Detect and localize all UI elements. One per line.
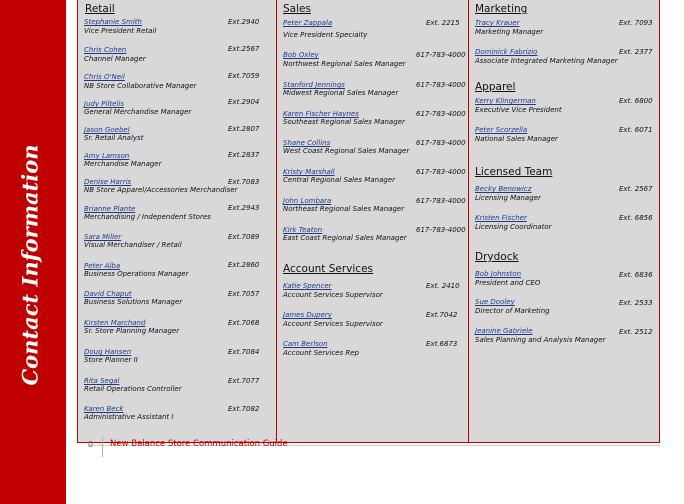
contact-title: Store Planner II: [84, 356, 138, 364]
contact-ext: Ext. 6856: [619, 214, 653, 222]
contact-ext: Ext. 6800: [619, 97, 653, 105]
contact-name[interactable]: Stephanie Smith: [84, 18, 142, 26]
contact-title: NB Store Collaborative Manager: [84, 82, 197, 90]
contact-title: Licensing Manager: [475, 194, 541, 202]
contact-ext: Ext.7082: [228, 405, 260, 413]
contact-name[interactable]: Rita Segal: [84, 377, 120, 385]
section-title-licensed-team: Licensed Team: [475, 166, 553, 178]
contact-title: Sr. Retail Analyst: [84, 134, 144, 142]
contact-title: Merchandising / Independent Stores: [84, 213, 211, 221]
contact-name[interactable]: Amy Lamson: [84, 152, 130, 160]
contact-ext: Ext.7077: [228, 377, 260, 385]
column-divider: [276, 0, 277, 443]
contact-ext: Ext. 2410: [426, 282, 460, 290]
contact-title: Vice President Specialty: [283, 31, 368, 39]
contact-ext: Ext.7057: [228, 290, 260, 298]
section-title-apparel: Apparel: [475, 81, 516, 93]
contact-name[interactable]: David Chaput: [84, 290, 132, 298]
footer-separator: [102, 437, 103, 457]
contact-title: Northwest Regional Sales Manager: [283, 60, 406, 68]
contact-title: East Coast Regional Sales Manager: [283, 234, 407, 242]
contact-name[interactable]: Peter Scorzella: [475, 126, 528, 134]
contact-ext: 617-783-4000: [416, 110, 466, 118]
contact-name[interactable]: Dominick Fabrizio: [475, 48, 538, 56]
contact-name[interactable]: Jason Goebel: [84, 126, 130, 134]
contact-ext: 617-783-4000: [416, 226, 466, 234]
contact-ext: Ext.7042: [426, 311, 458, 319]
contact-ext: 617-783-4000: [416, 168, 466, 176]
contact-ext: 617-783-4000: [416, 139, 466, 147]
contact-ext: Ext.2837: [228, 151, 260, 159]
contact-name[interactable]: Sara Miller: [84, 233, 122, 241]
contact-title: Account Services Rep: [283, 349, 359, 357]
contact-name[interactable]: Denise Harris: [84, 178, 132, 186]
contact-title: Executive Vice President: [475, 106, 562, 114]
contact-ext: Ext.6873: [426, 340, 458, 348]
contact-ext: 617-783-4000: [416, 51, 466, 59]
contact-name[interactable]: Kerry Klingerman: [475, 97, 536, 105]
contact-name[interactable]: Bob Johnston: [475, 270, 522, 278]
contact-name[interactable]: Cam Berlson: [283, 340, 328, 348]
contact-title: Sr. Store Planning Manager: [84, 327, 180, 335]
contact-ext: Ext.2904: [228, 98, 260, 106]
contact-ext: 617-783-4000: [416, 81, 466, 89]
contact-ext: Ext. 2215: [426, 19, 460, 27]
section-title-account-services: Account Services: [283, 263, 374, 275]
contact-name[interactable]: Katie Spencer: [283, 282, 332, 290]
contact-name[interactable]: Karen Beck: [84, 405, 124, 413]
contact-title: NB Store Apparel/Accessories Merchandiser: [84, 186, 238, 194]
section-title-marketing: Marketing: [475, 3, 528, 15]
contact-ext: Ext.2943: [228, 204, 260, 212]
contact-name[interactable]: Tracy Krauer: [475, 19, 520, 27]
contact-ext: Ext. 7093: [619, 19, 653, 27]
contact-title: Business Operations Manager: [84, 270, 189, 278]
contact-name[interactable]: Bob Oxley: [283, 51, 319, 59]
contact-name[interactable]: Peter Alba: [84, 262, 121, 270]
contact-ext: Ext.7068: [228, 319, 260, 327]
sidebar-banner: [0, 0, 66, 504]
contact-ext: Ext.7089: [228, 233, 260, 241]
contact-ext: Ext. 6071: [619, 126, 653, 134]
contact-title: Associate Integrated Marketing Manager: [475, 57, 618, 65]
section-title-retail: Retail: [85, 3, 115, 15]
contact-title: National Sales Manager: [475, 135, 558, 143]
contact-ext: Ext.7083: [228, 178, 260, 186]
contact-name[interactable]: Doug Hansen: [84, 348, 132, 356]
contact-name[interactable]: Kirk Teaton: [283, 226, 323, 234]
contact-name[interactable]: Chris Cohen: [84, 46, 127, 54]
contact-ext: Ext.7084: [228, 348, 260, 356]
contact-name[interactable]: Karen Fischer Haynes: [283, 110, 359, 118]
contact-name[interactable]: Shane Collins: [283, 139, 331, 147]
sidebar-title: Contact Information: [17, 144, 43, 386]
contact-title: West Coast Regional Sales Manager: [283, 147, 410, 155]
contact-ext: Ext. 2567: [619, 185, 653, 193]
contact-ext: Ext.7059: [228, 72, 260, 80]
contact-title: Retail Operations Controller: [84, 385, 182, 393]
contact-title: Midwest Regional Sales Manager: [283, 89, 399, 97]
contact-name[interactable]: Stanford Jennings: [283, 81, 345, 89]
contact-title: Merchandise Manager: [84, 160, 162, 168]
contact-title: Channel Manager: [84, 55, 146, 63]
contact-name[interactable]: Sue Dooley: [475, 298, 515, 306]
contact-name[interactable]: Kristy Marshall: [283, 168, 335, 176]
column-divider: [468, 0, 469, 443]
contact-name[interactable]: John Lombara: [283, 197, 332, 205]
contact-ext: Ext.2860: [228, 261, 260, 269]
contact-title: Licensing Coordinator: [475, 223, 552, 231]
footer-title: New Balance Store Communication Guide: [110, 439, 288, 449]
contact-name[interactable]: Kristen Fischer: [475, 214, 527, 222]
contact-title: Southeast Regional Sales Manager: [283, 118, 405, 126]
contact-name[interactable]: Brianne Plante: [84, 205, 136, 213]
contact-name[interactable]: James Dupery: [283, 311, 332, 319]
contact-title: Account Services Supervisor: [283, 320, 383, 328]
contact-ext: Ext. 6836: [619, 271, 653, 279]
contact-title: Central Regional Sales Manager: [283, 176, 395, 184]
contact-name[interactable]: Judy Piltelis: [84, 100, 125, 108]
section-title-sales: Sales: [283, 3, 311, 15]
contact-ext: Ext.2807: [228, 125, 260, 133]
contact-name[interactable]: Jeanine Gabriele: [475, 327, 533, 335]
contact-title: Visual Merchandiser / Retail: [84, 241, 182, 249]
contact-title: Administrative Assistant I: [84, 413, 174, 421]
contact-ext: Ext.2567: [228, 45, 260, 53]
contact-name[interactable]: Chris O'Neil: [84, 73, 125, 81]
contact-title: President and CEO: [475, 279, 541, 287]
contact-title: Vice President Retail: [84, 27, 157, 35]
contact-title: Sales Planning and Analysis Manager: [475, 336, 606, 344]
contact-ext: Ext. 2533: [619, 299, 653, 307]
contact-title: Account Services Supervisor: [283, 291, 383, 299]
section-title-drydock: Drydock: [475, 251, 519, 263]
contact-title: General Merchandise Manager: [84, 108, 192, 116]
contact-title: Northeast Regional Sales Manager: [283, 205, 405, 213]
contact-ext: Ext. 2377: [619, 48, 653, 56]
contact-name[interactable]: Kirsten Marchand: [84, 319, 146, 327]
contact-ext: Ext.2940: [228, 18, 260, 26]
contact-title: Business Solutions Manager: [84, 298, 183, 306]
page-number: 0: [88, 440, 94, 449]
contact-ext: 617-783-4000: [416, 197, 466, 205]
contact-name[interactable]: Becky Benowicz: [475, 185, 532, 193]
contact-name[interactable]: Peter Zappala: [283, 19, 333, 27]
contact-title: Marketing Manager: [475, 28, 544, 36]
contact-ext: Ext. 2512: [619, 328, 653, 336]
contact-title: Director of Marketing: [475, 307, 550, 315]
